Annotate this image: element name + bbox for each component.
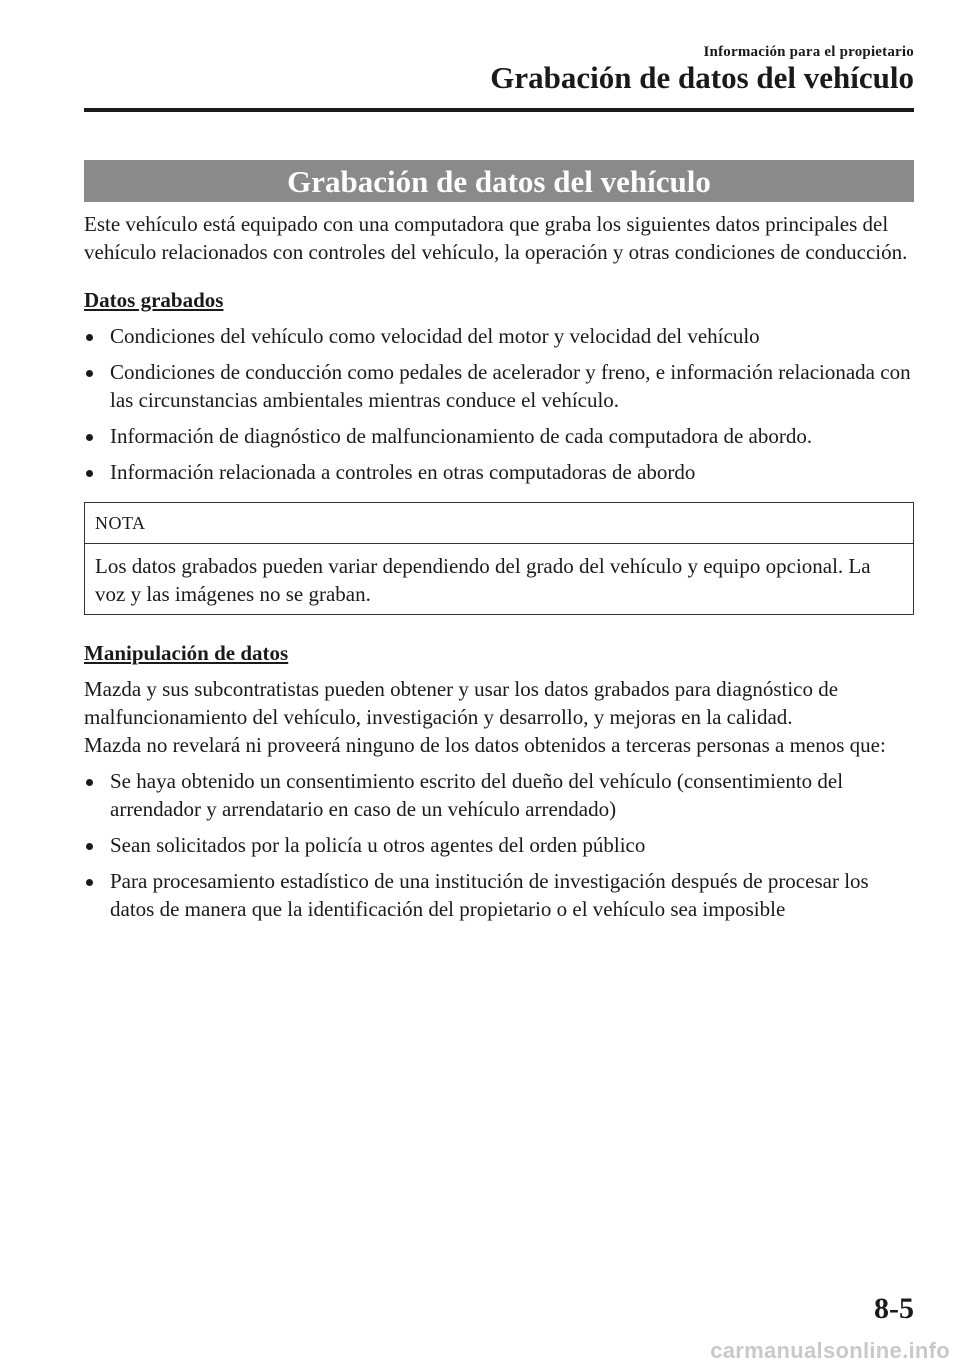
note-label: NOTA	[85, 503, 913, 544]
note-box	[84, 502, 914, 615]
note-text: Los datos grabados pueden variar dependiendo del grado del vehículo y equipo opcional. La voz y las imágenes no se graban.	[95, 554, 871, 606]
disclosure-exceptions-list	[84, 767, 914, 923]
bullet-icon	[86, 434, 93, 441]
bullet-icon	[86, 843, 93, 850]
list-item: Condiciones de conducción como pedales de acelerador y freno, e información relacionada con las circunstancias ambientales mientras conduce el vehículo.	[84, 358, 914, 414]
chapter-title: Grabación de datos del vehículo	[490, 60, 914, 95]
list-item: Información relacionada a controles en otras computadoras de abordo	[84, 458, 914, 486]
page-content	[84, 210, 914, 931]
recorded-data-heading: Datos grabados	[84, 288, 224, 312]
list-item: Para procesamiento estadístico de una institución de investigación después de procesar los datos de manera que la identificación del propietario o el vehículo sea imposible	[84, 867, 914, 923]
chapter-label: Información para el propietario	[703, 44, 914, 60]
bullet-icon	[86, 779, 93, 786]
data-handling-heading: Manipulación de datos	[84, 641, 289, 665]
intro-paragraph: Este vehículo está equipado con una computadora que graba los siguientes datos principales del vehículo relacionados con controles del vehículo, la operación y otras condiciones de conducción.	[84, 212, 908, 264]
bullet-icon	[86, 334, 93, 341]
handling-paragraph-2: Mazda no revelará ni proveerá ninguno de los datos obtenidos a terceras personas a menos que:	[84, 733, 886, 757]
list-item: Información de diagnóstico de malfuncionamiento de cada computadora de abordo.	[84, 422, 914, 450]
bullet-icon	[86, 879, 93, 886]
list-item: Condiciones del vehículo como velocidad del motor y velocidad del vehículo	[84, 322, 914, 350]
list-item: Sean solicitados por la policía u otros agentes del orden público	[84, 831, 914, 859]
recorded-data-list	[84, 322, 914, 486]
watermark-link[interactable]: carmanualsonline.info	[710, 1338, 950, 1363]
list-item: Se haya obtenido un consentimiento escrito del dueño del vehículo (consentimiento del arrendador y arrendatario en caso de un vehículo arrendado)	[84, 767, 914, 823]
section-title-band: Grabación de datos del vehículo	[84, 160, 914, 202]
bullet-icon	[86, 470, 93, 477]
handling-paragraph-1: Mazda y sus subcontratistas pueden obtener y usar los datos grabados para diagnóstico de malfuncionamiento del vehículo, investigación y desarrollo, y mejoras en la calidad.	[84, 677, 839, 729]
bullet-icon	[86, 370, 93, 377]
page-number: 8-5	[874, 1292, 914, 1325]
header-divider	[84, 108, 914, 112]
